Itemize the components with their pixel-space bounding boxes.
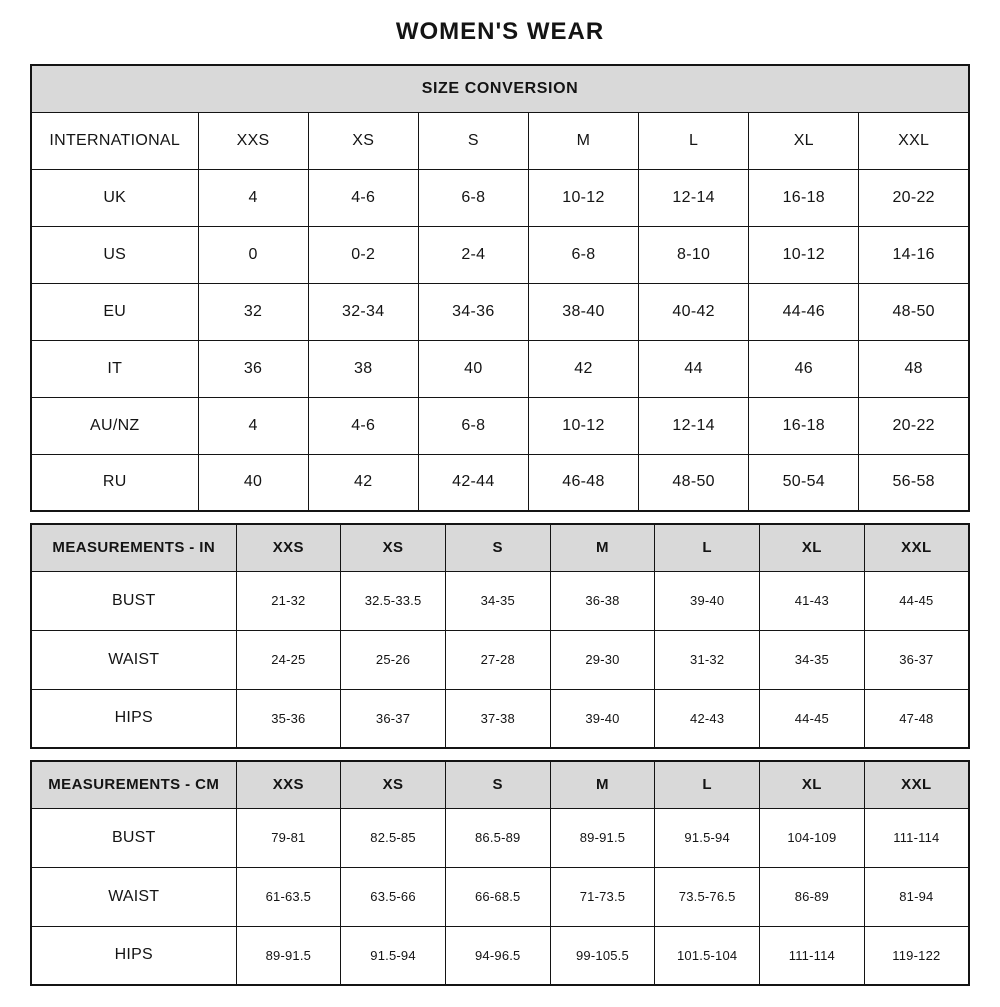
table-cell: 39-40: [550, 689, 655, 748]
table-cell: 42: [308, 454, 418, 511]
table-cell: 4-6: [308, 397, 418, 454]
table-row: [31, 571, 969, 630]
table-cell: 47-48: [864, 689, 969, 748]
table-cell: 32.5-33.5: [341, 571, 446, 630]
table-cell: 94-96.5: [445, 926, 550, 985]
table-cell: 16-18: [749, 169, 859, 226]
table-cell: 48-50: [639, 454, 749, 511]
table-cell: 20-22: [859, 169, 969, 226]
table-cell: 10-12: [528, 169, 638, 226]
table-cell: 42-44: [418, 454, 528, 511]
measurements-cm-title: MEASUREMENTS - CM: [31, 761, 236, 808]
row-label: BUST: [31, 571, 236, 630]
measurements-in-table: [30, 523, 970, 749]
row-label: WAIST: [31, 630, 236, 689]
table-cell: 21-32: [236, 571, 341, 630]
table-cell: 20-22: [859, 397, 969, 454]
table-row: [31, 283, 969, 340]
table-cell: 6-8: [418, 397, 528, 454]
table-cell: 36-37: [341, 689, 446, 748]
table-cell: 35-36: [236, 689, 341, 748]
size-conversion-title: SIZE CONVERSION: [31, 65, 969, 112]
row-label: WAIST: [31, 867, 236, 926]
table-cell: 86.5-89: [445, 808, 550, 867]
size-header-xxs: XXS: [236, 524, 341, 571]
table-cell: 40-42: [639, 283, 749, 340]
table-row: [31, 454, 969, 511]
table-row: [31, 630, 969, 689]
row-label: BUST: [31, 808, 236, 867]
measurements-in-header-row: [31, 524, 969, 571]
row-label: UK: [31, 169, 198, 226]
table-cell: 39-40: [655, 571, 760, 630]
table-row: [31, 808, 969, 867]
table-cell: XS: [308, 112, 418, 169]
table-row: [31, 689, 969, 748]
table-cell: 42: [528, 340, 638, 397]
table-cell: 66-68.5: [445, 867, 550, 926]
size-header-xs: XS: [341, 761, 446, 808]
table-cell: 44: [639, 340, 749, 397]
table-cell: 6-8: [418, 169, 528, 226]
table-cell: 34-35: [445, 571, 550, 630]
table-cell: 71-73.5: [550, 867, 655, 926]
table-cell: 36-37: [864, 630, 969, 689]
table-cell: 82.5-85: [341, 808, 446, 867]
table-row: [31, 226, 969, 283]
table-cell: 12-14: [639, 397, 749, 454]
table-cell: 46: [749, 340, 859, 397]
size-header-xl: XL: [760, 524, 865, 571]
size-header-s: S: [445, 761, 550, 808]
table-row: [31, 926, 969, 985]
table-cell: 86-89: [760, 867, 865, 926]
table-cell: 89-91.5: [550, 808, 655, 867]
table-cell: 31-32: [655, 630, 760, 689]
table-cell: 14-16: [859, 226, 969, 283]
table-cell: 50-54: [749, 454, 859, 511]
table-cell: 111-114: [760, 926, 865, 985]
table-cell: 56-58: [859, 454, 969, 511]
table-cell: 38: [308, 340, 418, 397]
table-cell: 44-45: [864, 571, 969, 630]
row-label: HIPS: [31, 689, 236, 748]
table-cell: 48: [859, 340, 969, 397]
table-row: [31, 169, 969, 226]
measurements-in-title: MEASUREMENTS - IN: [31, 524, 236, 571]
table-row: [31, 397, 969, 454]
table-cell: 36: [198, 340, 308, 397]
table-cell: 27-28: [445, 630, 550, 689]
table-cell: M: [528, 112, 638, 169]
table-cell: L: [639, 112, 749, 169]
table-cell: 44-45: [760, 689, 865, 748]
table-cell: 24-25: [236, 630, 341, 689]
table-cell: S: [418, 112, 528, 169]
table-cell: 6-8: [528, 226, 638, 283]
table-cell: 104-109: [760, 808, 865, 867]
table-cell: 4: [198, 169, 308, 226]
table-cell: 89-91.5: [236, 926, 341, 985]
size-header-xl: XL: [760, 761, 865, 808]
size-header-m: M: [550, 524, 655, 571]
table-cell: 8-10: [639, 226, 749, 283]
table-cell: 29-30: [550, 630, 655, 689]
table-cell: 4: [198, 397, 308, 454]
table-cell: 37-38: [445, 689, 550, 748]
table-cell: XXL: [859, 112, 969, 169]
table-cell: 46-48: [528, 454, 638, 511]
table-cell: 61-63.5: [236, 867, 341, 926]
table-row: [31, 867, 969, 926]
row-label: RU: [31, 454, 198, 511]
table-cell: 34-36: [418, 283, 528, 340]
table-cell: 73.5-76.5: [655, 867, 760, 926]
table-cell: 48-50: [859, 283, 969, 340]
table-cell: 101.5-104: [655, 926, 760, 985]
table-cell: XXS: [198, 112, 308, 169]
table-row: [31, 112, 969, 169]
table-cell: 2-4: [418, 226, 528, 283]
table-cell: XL: [749, 112, 859, 169]
table-cell: 63.5-66: [341, 867, 446, 926]
size-header-s: S: [445, 524, 550, 571]
row-label: EU: [31, 283, 198, 340]
measurements-cm-header-row: [31, 761, 969, 808]
table-cell: 40: [418, 340, 528, 397]
table-cell: 99-105.5: [550, 926, 655, 985]
table-cell: 10-12: [749, 226, 859, 283]
table-cell: 34-35: [760, 630, 865, 689]
row-label: IT: [31, 340, 198, 397]
table-cell: 42-43: [655, 689, 760, 748]
size-header-xs: XS: [341, 524, 446, 571]
table-cell: 81-94: [864, 867, 969, 926]
measurements-cm-table: [30, 760, 970, 986]
table-cell: 16-18: [749, 397, 859, 454]
table-cell: 0-2: [308, 226, 418, 283]
table-cell: 4-6: [308, 169, 418, 226]
table-cell: 41-43: [760, 571, 865, 630]
size-header-xxs: XXS: [236, 761, 341, 808]
table-cell: 0: [198, 226, 308, 283]
size-conversion-header-row: [31, 65, 969, 112]
row-label: AU/NZ: [31, 397, 198, 454]
table-cell: 91.5-94: [655, 808, 760, 867]
table-cell: 119-122: [864, 926, 969, 985]
table-cell: 12-14: [639, 169, 749, 226]
table-cell: 38-40: [528, 283, 638, 340]
table-cell: 40: [198, 454, 308, 511]
size-header-l: L: [655, 524, 760, 571]
page-title: WOMEN'S WEAR: [395, 18, 605, 45]
row-label: US: [31, 226, 198, 283]
size-header-xxl: XXL: [864, 524, 969, 571]
table-cell: 91.5-94: [341, 926, 446, 985]
table-cell: 111-114: [864, 808, 969, 867]
table-cell: 79-81: [236, 808, 341, 867]
size-header-m: M: [550, 761, 655, 808]
table-row: [31, 340, 969, 397]
table-cell: 25-26: [341, 630, 446, 689]
size-conversion-table: [30, 64, 970, 512]
row-label: INTERNATIONAL: [31, 112, 198, 169]
table-cell: 44-46: [749, 283, 859, 340]
size-header-xxl: XXL: [864, 761, 969, 808]
size-header-l: L: [655, 761, 760, 808]
table-cell: 10-12: [528, 397, 638, 454]
table-cell: 32: [198, 283, 308, 340]
row-label: HIPS: [31, 926, 236, 985]
table-cell: 36-38: [550, 571, 655, 630]
table-cell: 32-34: [308, 283, 418, 340]
